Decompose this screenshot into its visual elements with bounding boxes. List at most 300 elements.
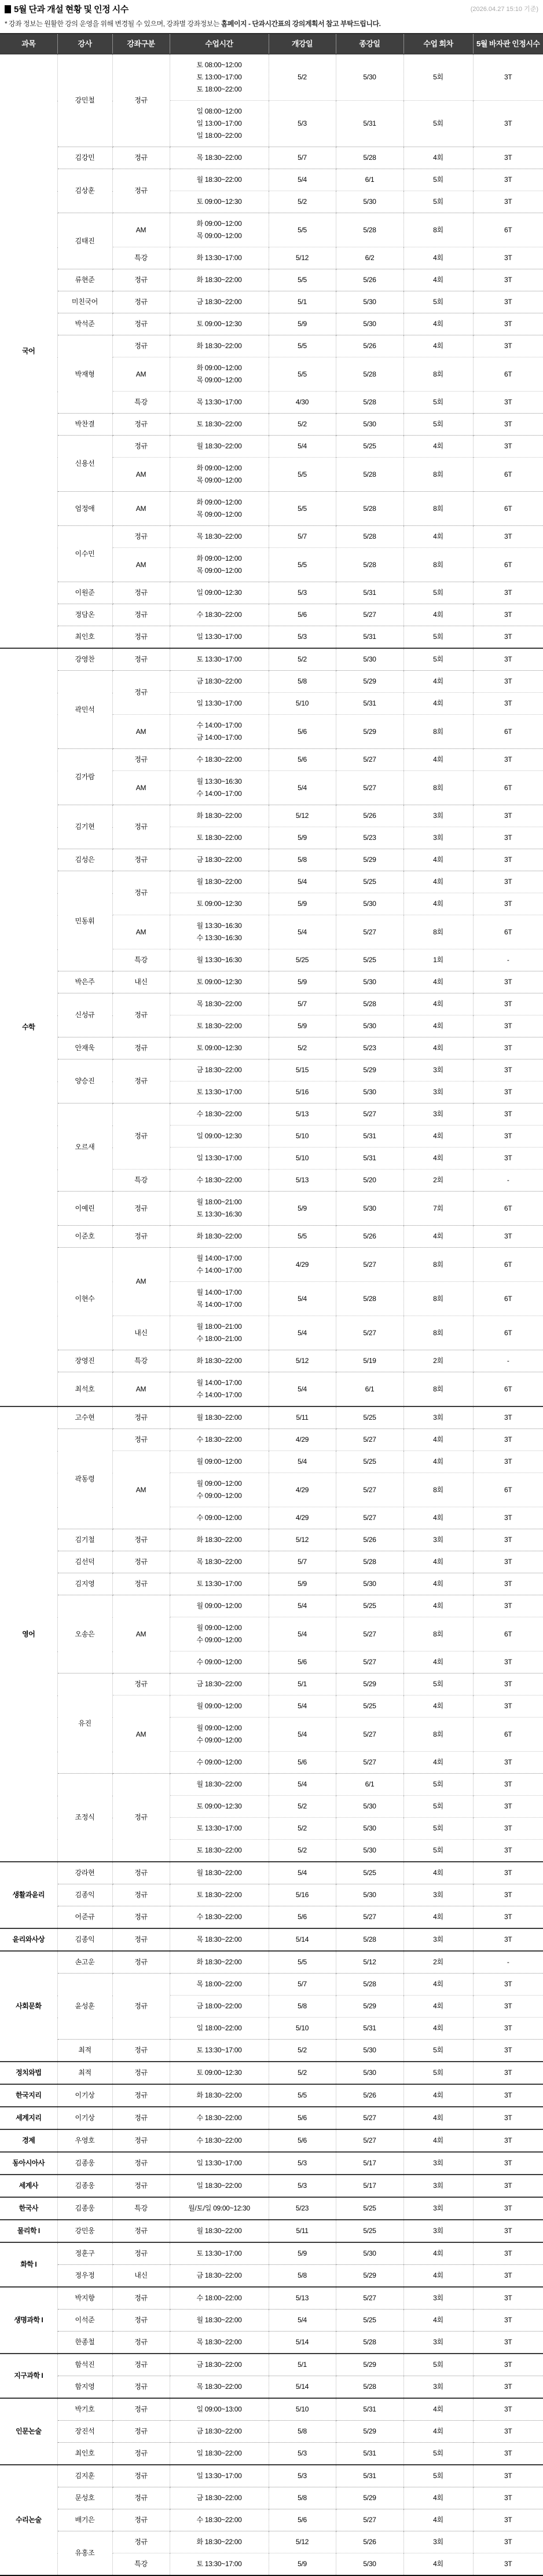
start-date-cell: 5/4 [269,1617,336,1651]
hours-cell: 3T [473,1451,543,1473]
course-type-cell: AM [112,915,170,949]
table-row [0,2531,543,2553]
time-line: 화 18:30~22:00 [196,1958,242,1966]
hours-cell: 6T [473,715,543,749]
table-row [0,2509,543,2531]
start-date-cell: 5/2 [269,648,336,671]
hours-cell: - [473,949,543,971]
time-line: 금 18:00~22:00 [196,2002,242,2010]
course-type-cell: 특강 [112,2553,170,2576]
session-count-cell: 4회 [403,1507,473,1529]
session-count-cell: 4회 [403,1573,473,1595]
course-type-cell: 정규 [112,2129,170,2152]
start-date-cell: 5/10 [269,1148,336,1170]
timestamp: (2026.04.27 15:10 기준) [470,6,538,13]
time-line: 금 18:30~22:00 [196,677,242,685]
time-line: 수 18:30~22:00 [196,755,242,763]
start-date-cell: 5/9 [269,1015,336,1037]
time-line: 화 18:30~22:00 [196,2091,242,2099]
hours-cell: - [473,1170,543,1192]
time-line: 월 18:30~22:00 [196,2316,242,2324]
start-date-cell: 5/3 [269,2443,336,2465]
course-type-cell: 특강 [112,247,170,269]
time-cell [170,1974,269,1996]
end-date-cell: 5/29 [336,1059,403,1081]
instructor-cell: 최인호 [57,2443,112,2465]
start-date-cell: 5/4 [269,1316,336,1350]
session-count-cell: 4회 [403,1126,473,1148]
start-date-cell: 5/3 [269,626,336,649]
course-type-cell: AM [112,1248,170,1316]
course-table [0,33,543,2576]
end-date-cell: 5/25 [336,1406,403,1429]
start-date-cell: 5/4 [269,2310,336,2332]
time-cell [170,1316,269,1350]
time-line: 목 14:00~17:00 [196,1300,242,1309]
hours-cell: 3T [473,2354,543,2376]
time-line: 금 18:30~22:00 [196,2361,242,2369]
time-line: 월 09:00~12:00 [196,1479,242,1488]
hours-cell: 3T [473,2553,543,2576]
session-count-cell: 5회 [403,1818,473,1840]
session-count-cell: 4회 [403,2242,473,2265]
time-cell [170,191,269,213]
end-date-cell: 5/30 [336,2040,403,2062]
end-date-cell: 5/28 [336,1928,403,1951]
end-date-cell: 5/17 [336,2152,403,2175]
table-row [0,1573,543,1595]
start-date-cell: 5/5 [269,2084,336,2107]
end-date-cell: 5/25 [336,1696,403,1718]
time-line: 금 18:30~22:00 [196,2271,242,2279]
table-row [0,2084,543,2107]
end-date-cell: 5/31 [336,582,403,604]
session-count-cell: 8회 [403,715,473,749]
instructor-cell: 이수민 [57,526,112,582]
course-type-cell: 정규 [112,2152,170,2175]
end-date-cell: 5/29 [336,2265,403,2288]
table-row [0,436,543,458]
hours-cell: 3T [473,2197,543,2220]
time-line: 수 18:30~22:00 [196,2516,242,2524]
time-cell [170,2398,269,2421]
time-cell [170,648,269,671]
course-type-cell: 정규 [112,269,170,291]
start-date-cell: 5/10 [269,1126,336,1148]
time-cell [170,749,269,771]
session-count-cell: 4회 [403,671,473,693]
session-count-cell: 4회 [403,893,473,915]
course-type-cell: 정규 [112,2443,170,2465]
session-count-cell: 1회 [403,949,473,971]
end-date-cell: 5/28 [336,1282,403,1316]
time-cell [170,1126,269,1148]
session-count-cell: 8회 [403,213,473,247]
end-date-cell: 5/27 [336,1104,403,1126]
session-count-cell: 8회 [403,1316,473,1350]
session-count-cell: 4회 [403,971,473,993]
subject-cell: 경제 [0,2129,57,2152]
table-row [0,1906,543,1929]
session-count-cell: 5회 [403,2443,473,2465]
session-count-cell: 5회 [403,1796,473,1818]
end-date-cell: 5/27 [336,771,403,805]
start-date-cell: 5/6 [269,2129,336,2152]
end-date-cell: 5/28 [336,147,403,169]
time-cell [170,1796,269,1818]
start-date-cell: 5/25 [269,949,336,971]
time-cell [170,101,269,147]
hours-cell: 3T [473,582,543,604]
course-type-cell: 정규 [112,1529,170,1551]
start-date-cell: 5/7 [269,993,336,1015]
session-count-cell: 8회 [403,1248,473,1282]
hours-cell: 3T [473,2062,543,2084]
session-count-cell: 4회 [403,604,473,626]
course-type-cell: 정규 [112,2040,170,2062]
instructor-cell: 김지훈 [57,2465,112,2487]
session-count-cell: 4회 [403,1226,473,1248]
course-type-cell: 정규 [112,313,170,335]
hours-cell: 3T [473,2487,543,2509]
time-cell [170,169,269,191]
hours-cell: 3T [473,1974,543,1996]
course-type-cell: 정규 [112,2310,170,2332]
course-type-cell: 정규 [112,849,170,871]
course-type-cell: 정규 [112,2062,170,2084]
table-row [0,2152,543,2175]
time-line: 월 14:00~17:00 [196,1379,242,1387]
time-line: 토 18:30~22:00 [196,1891,242,1899]
table-row [0,54,543,101]
time-line: 목 18:30~22:00 [196,1000,242,1008]
time-cell [170,2062,269,2084]
start-date-cell: 5/6 [269,1906,336,1929]
start-date-cell: 5/16 [269,1884,336,1906]
time-cell [170,582,269,604]
time-line: 토 13:30~17:00 [196,655,242,663]
time-cell [170,871,269,893]
course-type-cell: 정규 [112,648,170,671]
session-count-cell: 5회 [403,2062,473,2084]
end-date-cell: 5/30 [336,54,403,101]
time-cell [170,1148,269,1170]
time-line: 수 09:00~12:00 [196,1758,242,1766]
table-row [0,1862,543,1884]
start-date-cell: 5/4 [269,1718,336,1752]
title-square-icon [5,5,11,13]
instructor-cell: 최인호 [57,626,112,649]
subject-cell: 생활과윤리 [0,1862,57,1928]
start-date-cell: 5/8 [269,849,336,871]
start-date-cell: 5/13 [269,1104,336,1126]
start-date-cell: 5/12 [269,247,336,269]
start-date-cell: 5/10 [269,693,336,715]
time-line: 목 18:30~22:00 [196,1935,242,1943]
time-line: 일 08:00~12:00 [196,107,242,115]
instructor-cell: 박기호 [57,2398,112,2421]
time-line: 토 09:00~12:30 [196,1802,242,1810]
session-count-cell: 4회 [403,1429,473,1451]
time-cell [170,2310,269,2332]
subject-cell: 물리학 I [0,2220,57,2242]
time-cell [170,1015,269,1037]
time-cell [170,2332,269,2354]
time-line: 수 09:00~12:00 [196,1492,242,1500]
course-type-cell: 정규 [112,335,170,357]
col-recognized-hours: 5월 바자관 인정시수 [473,34,543,54]
hours-cell: 3T [473,414,543,436]
time-line: 토 13:30~17:00 [196,1580,242,1588]
table-row [0,1406,543,1429]
instructor-cell: 곽민석 [57,671,112,749]
course-type-cell: 정규 [112,582,170,604]
time-line: 월 18:30~22:00 [196,442,242,450]
time-line: 토 18:00~22:00 [196,85,242,93]
start-date-cell: 5/5 [269,357,336,392]
start-date-cell: 5/5 [269,1226,336,1248]
course-type-cell: 정규 [112,291,170,313]
end-date-cell: 5/29 [336,849,403,871]
end-date-cell: 5/12 [336,1951,403,1974]
end-date-cell: 5/30 [336,1840,403,1862]
start-date-cell: 5/12 [269,2531,336,2553]
course-type-cell: 정규 [112,1226,170,1248]
time-line: 토 18:30~22:00 [196,834,242,842]
time-cell [170,1551,269,1573]
time-cell [170,1037,269,1059]
col-session-count: 수업 회차 [403,34,473,54]
table-row [0,671,543,693]
table-row [0,1928,543,1951]
table-row [0,2040,543,2062]
hours-cell: 3T [473,169,543,191]
start-date-cell: 5/3 [269,582,336,604]
end-date-cell: 5/28 [336,213,403,247]
time-cell [170,2553,269,2576]
subject-cell: 생명과학 I [0,2287,57,2354]
session-count-cell: 4회 [403,436,473,458]
start-date-cell: 5/10 [269,2018,336,2040]
table-row [0,626,543,649]
time-line: 화 09:00~12:00 [196,464,242,472]
hours-cell: 3T [473,893,543,915]
end-date-cell: 5/30 [336,1818,403,1840]
time-cell [170,313,269,335]
notice-text [0,15,543,33]
hours-cell: 3T [473,101,543,147]
instructor-cell: 김상훈 [57,169,112,213]
time-cell [170,1248,269,1282]
start-date-cell: 5/6 [269,715,336,749]
session-count-cell: 4회 [403,2129,473,2152]
subject-cell: 세계사 [0,2175,57,2197]
end-date-cell: 5/30 [336,648,403,671]
instructor-cell: 곽동령 [57,1429,112,1529]
start-date-cell: 5/3 [269,2175,336,2197]
hours-cell: 3T [473,1104,543,1126]
hours-cell: 3T [473,1059,543,1081]
course-type-cell: 정규 [112,2332,170,2354]
time-cell [170,1774,269,1796]
time-cell [170,1906,269,1929]
time-line: 토 13:30~16:30 [196,1210,242,1218]
time-cell [170,1818,269,1840]
hours-cell: 3T [473,2310,543,2332]
session-count-cell: 2회 [403,1350,473,1372]
session-count-cell: 5회 [403,2465,473,2487]
session-count-cell: 5회 [403,582,473,604]
course-type-cell: 특강 [112,2197,170,2220]
hours-cell: 3T [473,1429,543,1451]
session-count-cell: 5회 [403,101,473,147]
end-date-cell: 5/26 [336,335,403,357]
course-type-cell: AM [112,771,170,805]
session-count-cell: 4회 [403,1451,473,1473]
course-type-cell: 정규 [112,626,170,649]
end-date-cell: 5/29 [336,715,403,749]
session-count-cell: 4회 [403,2107,473,2129]
instructor-cell: 함석진 [57,2354,112,2376]
start-date-cell: 5/4 [269,1862,336,1884]
end-date-cell: 5/26 [336,1226,403,1248]
session-count-cell: 4회 [403,2553,473,2576]
hours-cell: 3T [473,1406,543,1429]
instructor-cell: 김종익 [57,1884,112,1906]
time-cell [170,971,269,993]
time-cell [170,392,269,414]
hours-cell: 6T [473,1192,543,1226]
start-date-cell: 5/5 [269,213,336,247]
time-line: 목 09:00~12:00 [196,510,242,518]
course-type-cell: 정규 [112,1774,170,1862]
table-row [0,2354,543,2376]
end-date-cell: 5/27 [336,749,403,771]
course-type-cell: 정규 [112,1551,170,1573]
time-cell [170,1840,269,1862]
session-count-cell: 4회 [403,1906,473,1929]
hours-cell: 3T [473,2332,543,2354]
course-type-cell: 정규 [112,2421,170,2443]
table-row [0,1529,543,1551]
time-line: 금 18:30~22:00 [196,298,242,306]
course-type-cell: AM [112,492,170,526]
course-type-cell: 정규 [112,2084,170,2107]
start-date-cell: 5/4 [269,1696,336,1718]
subject-cell: 한국지리 [0,2084,57,2107]
instructor-cell: 김종웅 [57,2197,112,2220]
instructor-cell: 김종익 [57,1928,112,1951]
start-date-cell: 5/6 [269,604,336,626]
instructor-cell: 류현준 [57,269,112,291]
time-line: 월 09:00~12:00 [196,1624,242,1632]
start-date-cell: 4/29 [269,1473,336,1507]
time-line: 수 18:30~22:00 [196,1176,242,1184]
session-count-cell: 4회 [403,1037,473,1059]
hours-cell: 3T [473,1148,543,1170]
course-type-cell: 정규 [112,1951,170,1974]
end-date-cell: 5/25 [336,436,403,458]
end-date-cell: 5/26 [336,2531,403,2553]
start-date-cell: 5/23 [269,2197,336,2220]
session-count-cell: 4회 [403,749,473,771]
table-row [0,1974,543,1996]
hours-cell: 3T [473,1696,543,1718]
time-line: 금 18:30~22:00 [196,1680,242,1688]
time-line: 월 14:00~17:00 [196,1254,242,1262]
time-cell [170,548,269,582]
time-line: 일 09:00~13:00 [196,2405,242,2413]
time-line: 일 09:00~12:30 [196,1132,242,1140]
start-date-cell: 5/6 [269,2107,336,2129]
table-row [0,805,543,827]
instructor-cell: 박석준 [57,313,112,335]
end-date-cell: 5/27 [336,1651,403,1674]
end-date-cell: 6/1 [336,169,403,191]
instructor-cell: 고수현 [57,1406,112,1429]
start-date-cell: 5/3 [269,2152,336,2175]
session-count-cell: 8회 [403,915,473,949]
instructor-cell: 이준호 [57,1226,112,1248]
session-count-cell: 8회 [403,492,473,526]
start-date-cell: 5/7 [269,1551,336,1573]
table-row [0,1674,543,1696]
hours-cell: 3T [473,1774,543,1796]
hours-cell: 3T [473,1752,543,1774]
instructor-cell: 최적 [57,2040,112,2062]
time-line: 일 13:30~17:00 [196,2159,242,2167]
course-type-cell: 정규 [112,749,170,771]
instructor-cell: 미친국어 [57,291,112,313]
time-cell [170,805,269,827]
end-date-cell: 5/25 [336,871,403,893]
instructor-cell: 문성호 [57,2487,112,2509]
session-count-cell: 5회 [403,1774,473,1796]
instructor-cell: 우영호 [57,2129,112,2152]
time-cell [170,693,269,715]
time-line: 토 13:30~17:00 [196,2560,242,2568]
col-time: 수업시간 [170,34,269,54]
end-date-cell: 5/30 [336,2242,403,2265]
end-date-cell: 5/27 [336,1473,403,1507]
time-cell [170,1595,269,1617]
session-count-cell: 2회 [403,1951,473,1974]
instructor-cell: 신성규 [57,993,112,1037]
time-cell [170,626,269,649]
time-cell [170,2465,269,2487]
table-row [0,2332,543,2354]
course-type-cell: 정규 [112,993,170,1037]
time-cell [170,1429,269,1451]
hours-cell: 3T [473,693,543,715]
hours-cell: 6T [473,548,543,582]
time-line: 토 18:30~22:00 [196,1846,242,1854]
hours-cell: 3T [473,291,543,313]
session-count-cell: 3회 [403,805,473,827]
course-type-cell: AM [112,357,170,392]
session-count-cell: 3회 [403,1104,473,1126]
end-date-cell: 5/27 [336,1507,403,1529]
start-date-cell: 5/5 [269,458,336,492]
time-cell [170,2421,269,2443]
session-count-cell: 5회 [403,2354,473,2376]
time-line: 토 13:30~17:00 [196,2046,242,2054]
time-cell [170,1081,269,1104]
course-table-body [0,54,543,2575]
hours-cell: 3T [473,749,543,771]
start-date-cell: 5/8 [269,2421,336,2443]
end-date-cell: 5/28 [336,1551,403,1573]
